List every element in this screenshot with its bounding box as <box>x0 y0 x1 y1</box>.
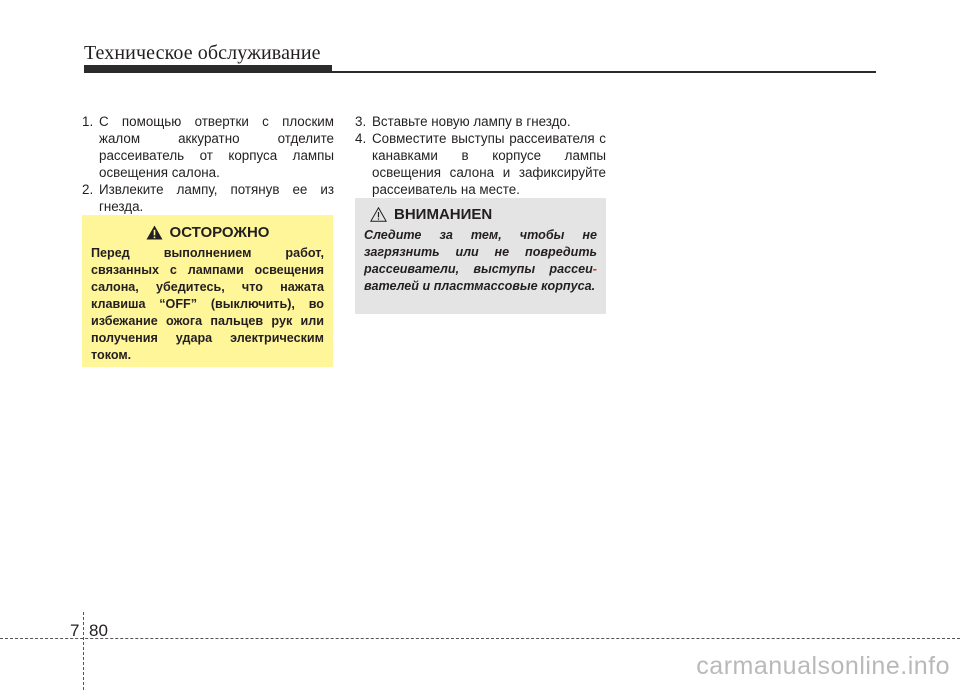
step-2-text: Извлеките лампу, потянув ее из гнезда. <box>99 182 334 214</box>
step-1-number: 1. <box>82 114 94 129</box>
header-rule-thin <box>332 71 876 73</box>
step-4 <box>355 130 606 198</box>
caution-triangle-icon <box>370 207 387 222</box>
watermark: carmanualsonline.info <box>696 652 950 680</box>
chapter-number: 7 <box>70 621 80 640</box>
left-column <box>82 113 334 215</box>
step-1-text: С помощью отвертки с плоским жалом аккуратно отделите рассеиватель от корпуса лампы освещения салона. <box>99 114 334 180</box>
step-1 <box>82 113 334 181</box>
step-4-text: Совместите выступы рассеивателя с канавками в корпусе лампы освещения салона и зафиксируйте рассеиватель на месте. <box>372 131 606 197</box>
step-2-number: 2. <box>82 182 94 197</box>
warning-box <box>82 215 333 367</box>
step-3-text: Вставьте новую лампу в гнездо. <box>372 114 571 129</box>
step-3-number: 3. <box>355 114 367 129</box>
caution-text-part1: Следите за тем, чтобы не загрязнить или не повредить рассеиватели, выступы рассеи <box>364 228 597 276</box>
warning-text: Перед выполнением работ, связанных с лампами освещения салона, убедитесь, что нажата клавиша “OFF” (выключить), во избежание ожога пальцев рук или получения удара электрическим током. <box>91 246 324 362</box>
warning-header <box>91 224 324 241</box>
caution-text <box>364 227 597 295</box>
step-4-number: 4. <box>355 131 367 146</box>
section-title: Техническое обслуживание <box>84 42 321 64</box>
page-number: 80 <box>89 621 108 640</box>
warning-triangle-icon <box>146 225 163 240</box>
caution-title: ВНИМАНИЕN <box>394 206 493 223</box>
caution-text-part2: вателей и пластмассовые корпуса. <box>364 279 596 293</box>
warning-title: ОСТОРОЖНО <box>169 224 270 241</box>
step-2 <box>82 181 334 215</box>
right-column <box>355 113 606 198</box>
caution-header <box>370 206 597 223</box>
header-rule-thick <box>84 65 332 73</box>
step-3 <box>355 113 606 130</box>
footer-horizontal-divider <box>0 638 960 639</box>
caution-hyphen: - <box>592 262 597 276</box>
footer-vertical-divider <box>83 612 84 690</box>
caution-box <box>355 198 606 314</box>
